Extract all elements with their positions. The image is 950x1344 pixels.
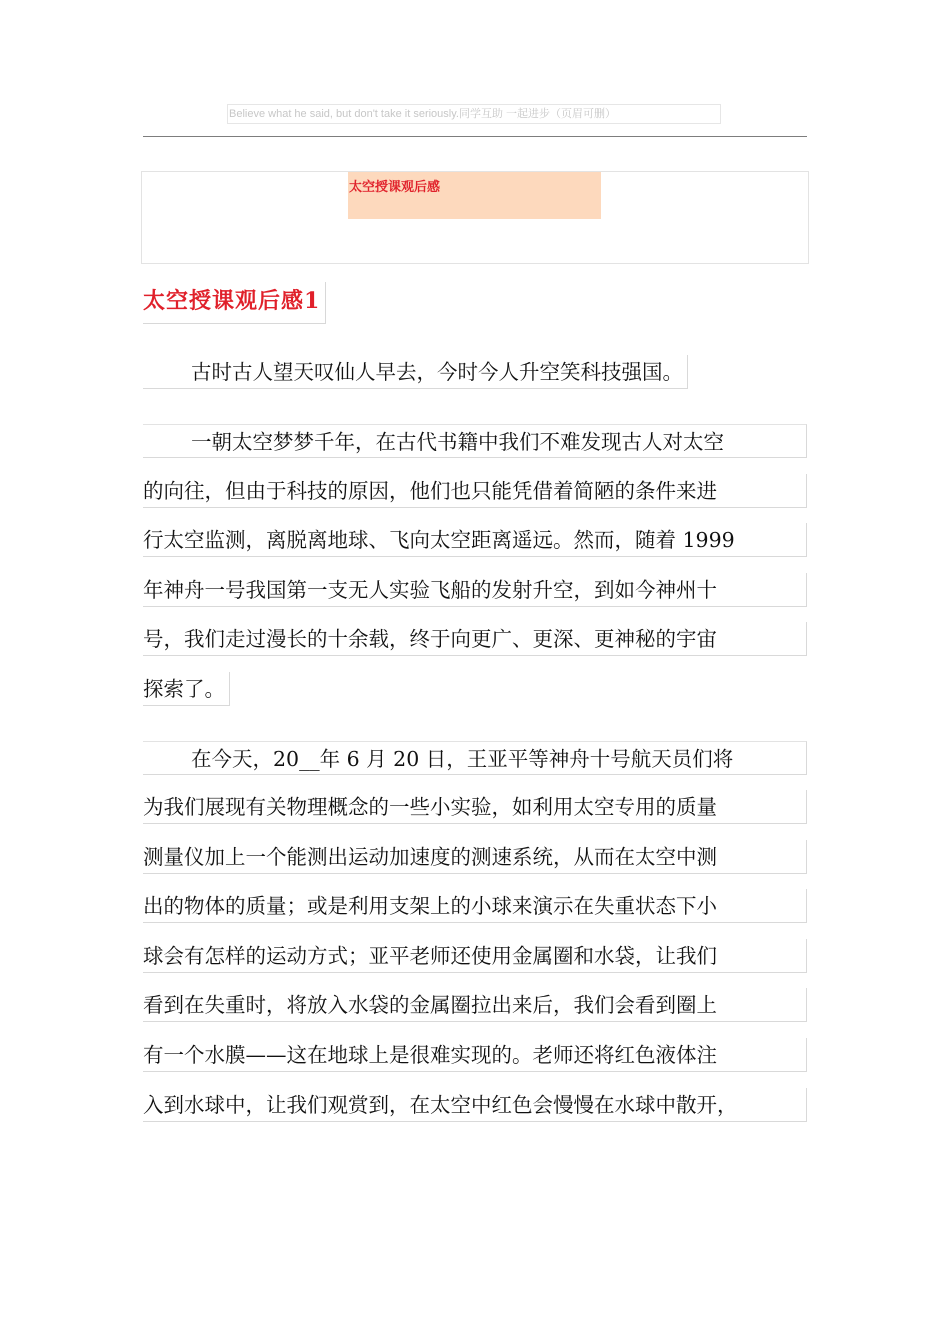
paragraph-line: 行太空监测，离脱离地球、飞向太空距离遥远。然而，随着 1999 <box>143 523 807 557</box>
paragraph-line: 古时古人望天叹仙人早去，今时今人升空笑科技强国。 <box>143 355 688 389</box>
paragraph-line: 号，我们走过漫长的十余载，终于向更广、更深、更神秘的宇宙 <box>143 622 807 656</box>
paragraph-line: 的向往，但由于科技的原因，他们也只能凭借着简陋的条件来进 <box>143 474 807 508</box>
section-heading: 太空授课观后感1 <box>143 282 326 324</box>
document-title: 太空授课观后感 <box>348 172 601 219</box>
paragraph-line: 一朝太空梦梦千年，在古代书籍中我们不难发现古人对太空 <box>143 424 807 458</box>
paragraph-line: 在今天，20__年 6 月 20 日，王亚平等神舟十号航天员们将 <box>143 741 807 775</box>
paragraph-line: 球会有怎样的运动方式；亚平老师还使用金属圈和水袋，让我们 <box>143 939 807 973</box>
paragraph-line: 探索了。 <box>143 672 230 706</box>
paragraph-line: 为我们展现有关物理概念的一些小实验，如利用太空专用的质量 <box>143 790 807 824</box>
paragraph-line: 有一个水膜——这在地球上是很难实现的。老师还将红色液体注 <box>143 1038 807 1072</box>
paragraph-line: 入到水球中，让我们观赏到，在太空中红色会慢慢在水球中散开， <box>143 1088 807 1122</box>
paragraph-line: 测量仪加上一个能测出运动加速度的测速系统，从而在太空中测 <box>143 840 807 874</box>
page-header-note: Believe what he said, but don't take it seriously.同学互助 一起进步（页眉可删） <box>227 104 721 124</box>
paragraph-line: 年神舟一号我国第一支无人实验飞船的发射升空，到如今神州十 <box>143 573 807 607</box>
header-divider <box>143 136 807 137</box>
paragraph-line: 出的物体的质量；或是利用支架上的小球来演示在失重状态下小 <box>143 889 807 923</box>
paragraph-line: 看到在失重时，将放入水袋的金属圈拉出来后，我们会看到圈上 <box>143 988 807 1022</box>
